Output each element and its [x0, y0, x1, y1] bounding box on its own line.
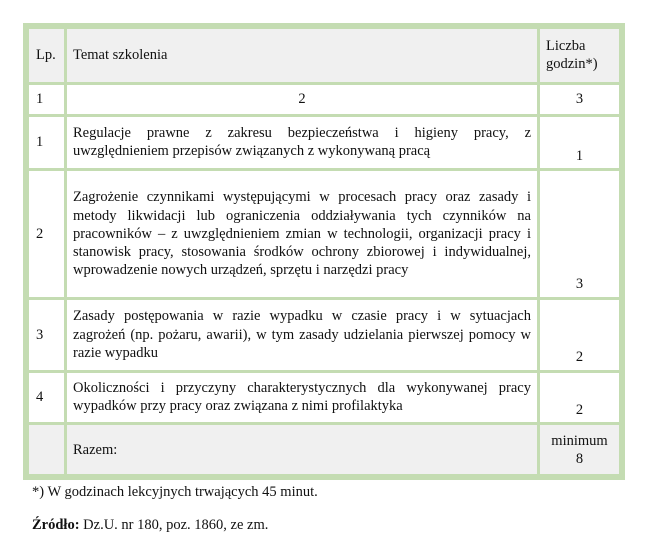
- total-hours: minimum 8: [540, 425, 619, 474]
- header-hours: Liczba godzin*): [540, 29, 619, 82]
- total-lp-empty: [29, 425, 64, 474]
- total-label: Razem:: [67, 425, 537, 474]
- row-topic: Okoliczności i przyczyny charakterystycznych dla wykonywanej pracy wypadków przy pracy oraz związana z nimi profilaktyka: [67, 373, 537, 423]
- table-row: [29, 117, 619, 168]
- row-hours: 3: [540, 171, 619, 297]
- row-hours: 2: [540, 300, 619, 370]
- row-lp: 3: [29, 300, 64, 370]
- row-topic: Zagrożenie czynnikami występującymi w procesach pracy oraz zasady i metody likwidacji lub ograniczenia oddziaływania tych czynników na pracowników – z uwzględnieniem zmian w technologii, organizacji pracy i stanowisk pracy, stosowania środków ochrony zbiorowej i indywidualnej, wprowadzenie nowych urządzeń, sprzętu i narzędzi pracy: [67, 171, 537, 297]
- row-lp: 4: [29, 373, 64, 423]
- row-hours: 1: [540, 117, 619, 168]
- row-lp: 1: [29, 117, 64, 168]
- source-label: Źródło:: [32, 517, 80, 533]
- header-lp: Lp.: [29, 29, 64, 82]
- training-table-frame: [23, 23, 625, 480]
- table-row: [29, 373, 619, 423]
- table-row: [29, 171, 619, 297]
- row-hours: 2: [540, 373, 619, 423]
- source-text: Dz.U. nr 180, poz. 1860, ze zm.: [79, 517, 269, 533]
- row-lp: 2: [29, 171, 64, 297]
- training-table: [26, 26, 622, 477]
- numbering-row: [29, 85, 619, 114]
- numbering-col1: 1: [29, 85, 64, 114]
- numbering-col3: 3: [540, 85, 619, 114]
- source-line: [32, 517, 268, 534]
- footnote: *) W godzinach lekcyjnych trwających 45 minut.: [32, 484, 318, 500]
- table-row: [29, 300, 619, 370]
- row-topic: Zasady postępowania w razie wypadku w czasie pracy i w sytuacjach zagrożeń (np. pożaru, awarii), w tym zasady udzielania pierwszej pomocy w razie wypadku: [67, 300, 537, 370]
- row-topic: Regulacje prawne z zakresu bezpieczeństwa i higieny pracy, z uwzględnieniem przepisów związanych z wykonywaną pracą: [67, 117, 537, 168]
- total-row: [29, 425, 619, 474]
- numbering-col2: 2: [67, 85, 537, 114]
- header-row: [29, 29, 619, 82]
- header-topic: Temat szkolenia: [67, 29, 537, 82]
